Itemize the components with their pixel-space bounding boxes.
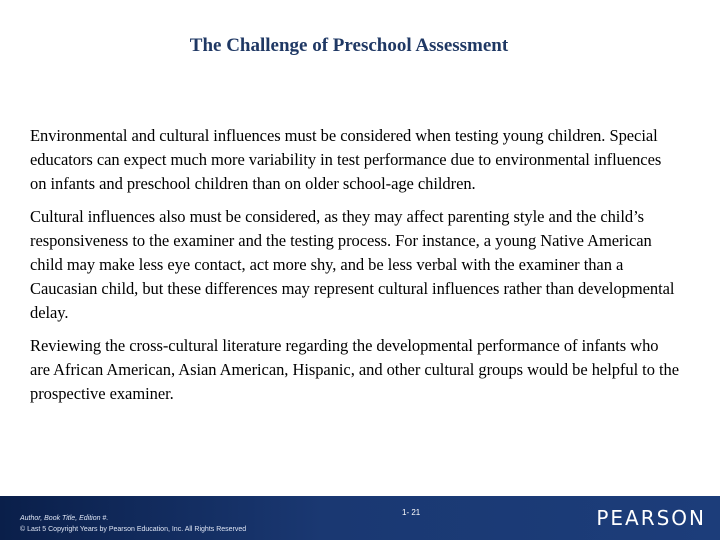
paragraph-cross-cultural: Reviewing the cross-cultural literature regarding the developmental performance of infants who are African American, Asian American, Hispanic, and other cultural groups would be helpful to the prospective examiner. [30,336,679,403]
footer-citation: Author, Book Title, Edition #. [20,515,109,522]
footer-bar [0,496,720,540]
paragraph-cultural: Cultural influences also must be considered, as they may affect parenting style and the child’s responsiveness to the examiner and the testing process. For instance, a young Native American child may make less eye contact, act more shy, and be less verbal with the examiner than a Caucasian child, but these differences may represent cultural influences rather than developmental delay. [30,207,675,322]
slide-body [30,124,680,415]
footer-copyright: © Last 5 Copyright Years by Pearson Education, Inc. All Rights Reserved [20,526,247,533]
pearson-logo: PEARSON [596,506,706,530]
footer-credits [20,513,246,535]
paragraph-environmental: Environmental and cultural influences must be considered when testing young children. Special educators can expect much more variability in test performance due to environmental influences on infants and preschool children than on older school-age children. [30,126,662,193]
slide-title: The Challenge of Preschool Assessment [189,35,509,56]
page-number: 1- 21 [402,508,421,517]
